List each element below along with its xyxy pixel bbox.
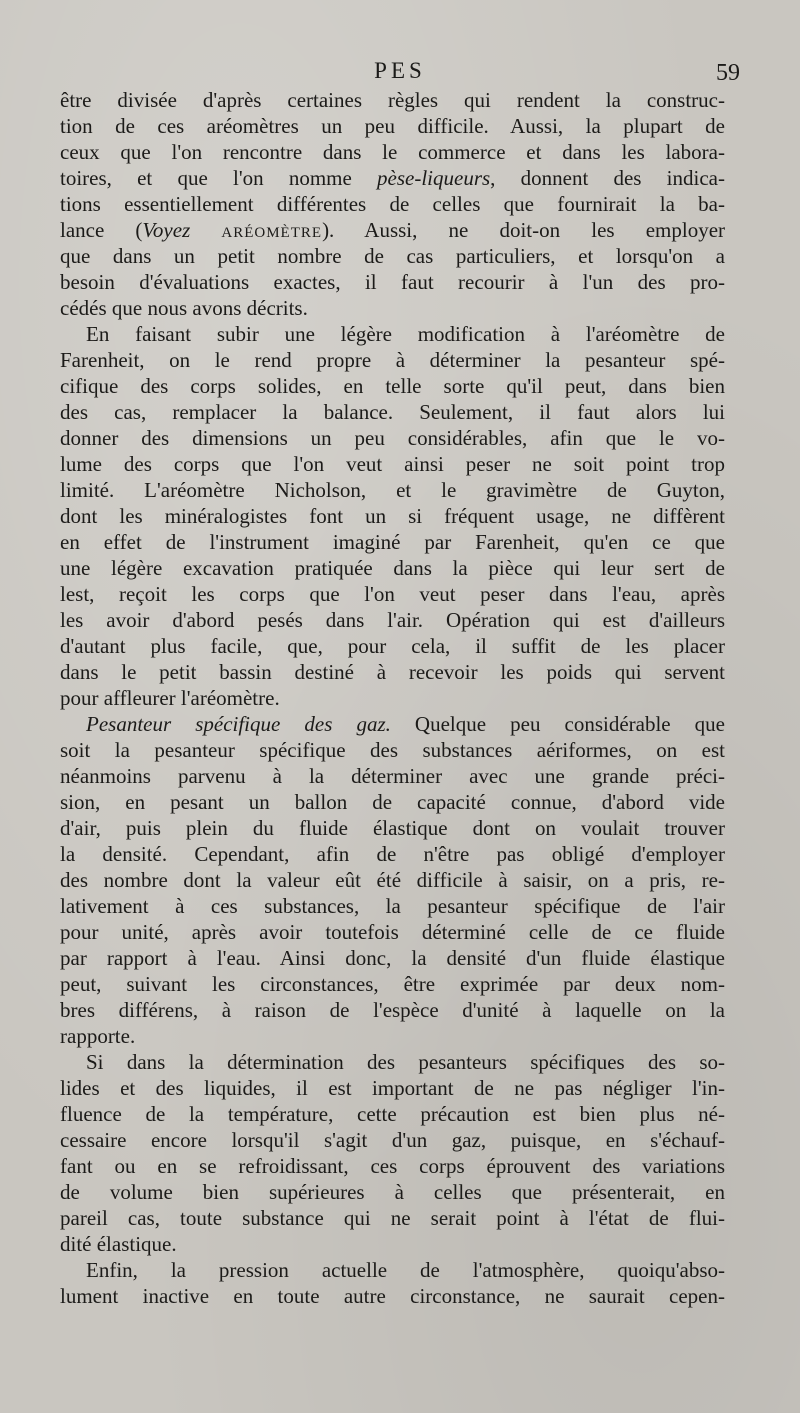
text-line: une légère excavation pratiquée dans la pièce qui leur sert de — [60, 556, 725, 580]
text-line: besoin d'évaluations exactes, il faut recourir à l'un des pro- — [60, 270, 725, 294]
text-line: toires, et que l'on nomme pèse-liqueurs, donnent des indica- — [60, 166, 725, 190]
text-line: Si dans la détermination des pesanteurs spécifiques des so- — [86, 1050, 725, 1074]
text-line: En faisant subir une légère modification à l'aréomètre de — [86, 322, 725, 346]
text-line: la densité. Cependant, afin de n'être pas obligé d'employer — [60, 842, 725, 866]
text-line: les avoir d'abord pesés dans l'air. Opération qui est d'ailleurs — [60, 608, 725, 632]
text-line: pareil cas, toute substance qui ne serait point à l'état de flui- — [60, 1206, 725, 1230]
running-head — [60, 56, 740, 86]
text-line: tion de ces aréomètres un peu difficile. Aussi, la plupart de — [60, 114, 725, 138]
text-line: ceux que l'on rencontre dans le commerce et dans les labora- — [60, 140, 725, 164]
text-line: par rapport à l'eau. Ainsi donc, la densité d'un fluide élastique — [60, 946, 725, 970]
text-line: lance (Voyez ARÉOMÈTRE). Aussi, ne doit-on les employer — [60, 218, 725, 242]
text-line: dité élastique. — [60, 1232, 177, 1256]
text-line: cifique des corps solides, en telle sorte qu'il peut, dans bien — [60, 374, 725, 398]
text-line: dont les minéralogistes font un si fréquent usage, ne diffèrent — [60, 504, 725, 528]
text-line: cédés que nous avons décrits. — [60, 296, 308, 320]
text-line: lides et des liquides, il est important de ne pas négliger l'in- — [60, 1076, 725, 1100]
text-line: des cas, remplacer la balance. Seulement, il faut alors lui — [60, 400, 725, 424]
text-line: peut, suivant les circonstances, être exprimée par deux nom- — [60, 972, 725, 996]
text-line: limité. L'aréomètre Nicholson, et le gravimètre de Guyton, — [60, 478, 725, 502]
text-line: être divisée d'après certaines règles qui rendent la construc- — [60, 88, 725, 112]
text-line: fluence de la température, cette précaution est bien plus né- — [60, 1102, 725, 1126]
text-line: Farenheit, on le rend propre à déterminer la pesanteur spé- — [60, 348, 725, 372]
text-line: d'air, puis plein du fluide élastique dont on voulait trouver — [60, 816, 725, 840]
text-line: Pesanteur spécifique des gaz. Quelque peu considérable que — [86, 712, 725, 736]
text-line: lument inactive en toute autre circonstance, ne saurait cepen- — [60, 1284, 725, 1308]
running-head-title: PES — [374, 58, 426, 83]
text-line: dans le petit bassin destiné à recevoir les poids qui servent — [60, 660, 725, 684]
text-line: que dans un petit nombre de cas particuliers, et lorsqu'on a — [60, 244, 725, 268]
page-number: 59 — [716, 60, 740, 86]
text-line: lest, reçoit les corps que l'on veut peser dans l'eau, après — [60, 582, 725, 606]
text-line: des nombre dont la valeur eût été difficile à saisir, on a pris, re- — [60, 868, 725, 892]
text-line: soit la pesanteur spécifique des substances aériformes, on est — [60, 738, 725, 762]
body-text — [60, 87, 725, 1309]
text-line: d'autant plus facile, que, pour cela, il suffit de les placer — [60, 634, 725, 658]
text-line: lume des corps que l'on veut ainsi peser ne soit point trop — [60, 452, 725, 476]
text-line: Enfin, la pression actuelle de l'atmosphère, quoiqu'abso- — [86, 1258, 725, 1282]
text-line: sion, en pesant un ballon de capacité connue, d'abord vide — [60, 790, 725, 814]
text-line: tions essentiellement différentes de celles que fournirait la ba- — [60, 192, 725, 216]
text-line: de volume bien supérieures à celles que présenterait, en — [60, 1180, 725, 1204]
text-line: fant ou en se refroidissant, ces corps éprouvent des variations — [60, 1154, 725, 1178]
text-line: néanmoins parvenu à la déterminer avec une grande préci- — [60, 764, 725, 788]
text-line: donner des dimensions un peu considérables, afin que le vo- — [60, 426, 725, 450]
text-line: bres différens, à raison de l'espèce d'unité à laquelle on la — [60, 998, 725, 1022]
text-line: rapporte. — [60, 1024, 136, 1048]
text-line: cessaire encore lorsqu'il s'agit d'un gaz, puisque, en s'échauf- — [60, 1128, 725, 1152]
text-line: pour unité, après avoir toutefois déterminé celle de ce fluide — [60, 920, 725, 944]
text-line: pour affleurer l'aréomètre. — [60, 686, 280, 710]
text-line: lativement à ces substances, la pesanteur spécifique de l'air — [60, 894, 725, 918]
text-line: en effet de l'instrument imaginé par Farenheit, qu'en ce que — [60, 530, 725, 554]
